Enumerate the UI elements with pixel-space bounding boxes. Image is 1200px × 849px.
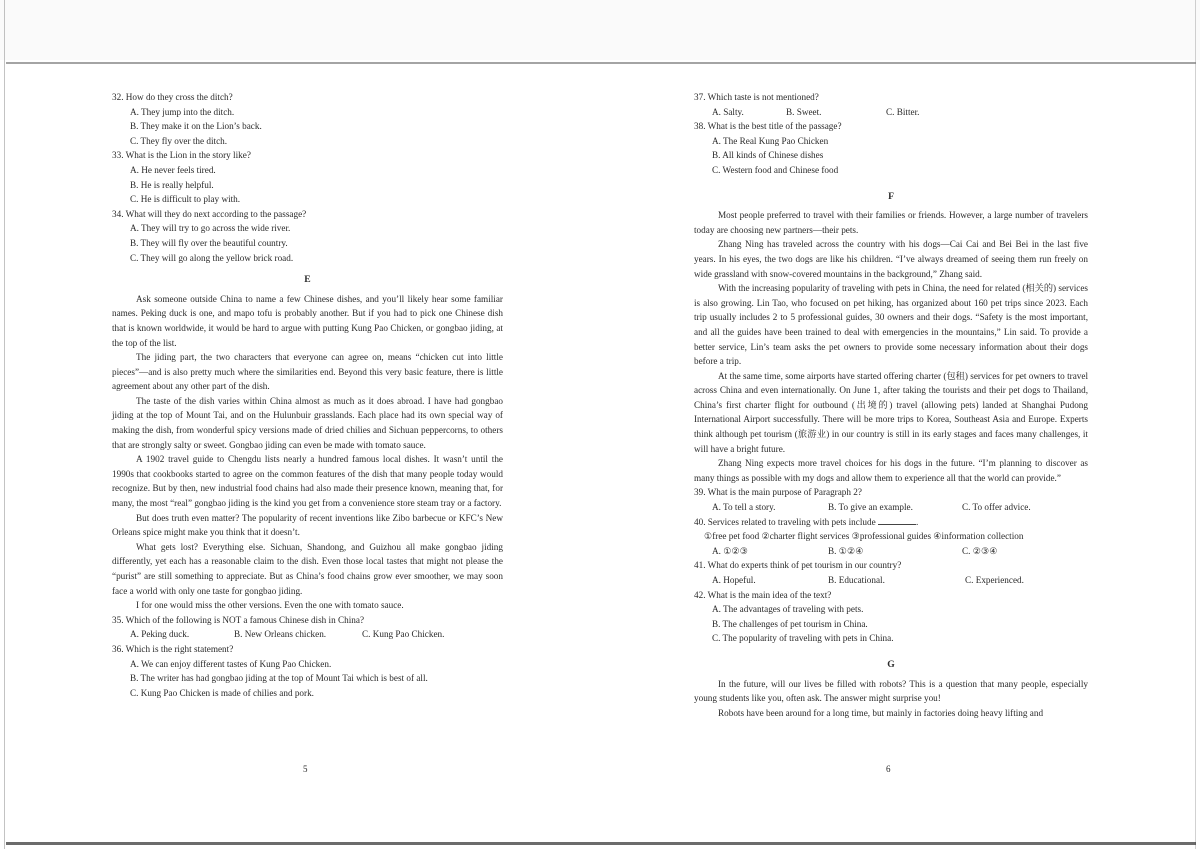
q38-option-b: B. All kinds of Chinese dishes [712, 150, 824, 161]
passage-e-paragraph: A 1902 travel guide to Chengdu lists nearly a hundred famous local dishes. It wasn’t until the 1990s that cookbooks started to agree on the common features of the dish that many people today would recognize. But by then, new industrial food chains had also made their presence known, meaning that, for many, the most “real” gongbao jiding is the kind you get from a convenience store steam tray or a factory. [112, 454, 503, 509]
scan-edge-bottom [6, 842, 1196, 845]
passage-e-paragraph: What gets lost? Everything else. Sichuan, Shandong, and Guizhou all make gongbao jiding differently, yet each has a reasonable claim to the dish. Even those local tastes that might not please the “purist” are still something to appreciate. But as China’s food chains grow ever smoother, we may soon face a world with only one taste for gongbao jiding. [112, 541, 503, 596]
q39-option-b: B. To give an example. [828, 502, 913, 513]
page-number-right: 6 [886, 764, 891, 774]
question-32: 32. How do they cross the ditch? [112, 92, 233, 102]
question-33: 33. What is the Lion in the story like? [112, 150, 251, 161]
q40-stem-end: . [915, 516, 919, 527]
question-39: 39. What is the main purpose of Paragraph 2? [694, 487, 862, 498]
passage-e-paragraph: Ask someone outside China to name a few Chinese dishes, and you’ll likely hear some familiar names. Peking duck is one, and mapo tofu is probably another. But if you had to pick one Chinese dish that is known worldwide, it would be hard to argue with putting Kung Pao Chicken, or gongbao jiding, at the top of the list. [112, 293, 503, 348]
scan-edge-right [1195, 0, 1196, 849]
q42-option-b: B. The challenges of pet tourism in China. [712, 618, 868, 629]
passage-e-paragraph: The jiding part, the two characters that everyone can agree on, means “chicken cut into little pieces”—and is also pretty much where the similarities end. Beyond this very basic feature, there is little agreement about any other part of the dish. [112, 352, 503, 392]
q35-option-a: A. Peking duck. [130, 629, 190, 640]
scan-top-margin [0, 0, 1200, 60]
q34-option-b: B. They will fly over the beautiful country. [130, 237, 288, 248]
q40-items: ①free pet food ②charter flight services ③professional guides ④information collection [704, 531, 1024, 542]
left-page [112, 90, 503, 700]
q40-stem: 40. Services related to traveling with pets include [694, 516, 876, 527]
passage-f-paragraph: At the same time, some airports have started offering charter (包租) services for pet owners to travel across China and even internationally. On June 1, after taking the tourists and their pet dogs to Thailand, China’s first charter flight for outbound (出境的) travel (allowing pets) landed at Shanghai Pudong International Airport successfully. There will be more trips to Korea, Southeast Asia and Europe. Experts think although pet tourism (旅游业) in our country is still in its early stages and faces many challenges, it will have a bright future. [694, 370, 1088, 454]
passage-e-paragraph: But does truth even matter? The popularity of recent inventions like Zibo barbecue or KFC’s New Orleans spice might make you think that it doesn’t. [112, 512, 503, 538]
q39-options [712, 500, 1088, 515]
q32-option-b: B. They make it on the Lion’s back. [130, 121, 262, 132]
scan-edge-top [6, 62, 1196, 64]
q42-option-c: C. The popularity of traveling with pets in China. [712, 633, 894, 644]
passage-e-paragraph: I for one would miss the other versions. Even the one with tomato sauce. [136, 600, 404, 611]
section-heading-g: G [887, 658, 895, 670]
q33-option-c: C. He is difficult to play with. [130, 194, 241, 205]
page-number-left: 5 [303, 764, 308, 774]
right-page [694, 90, 1088, 720]
answer-blank [878, 516, 919, 527]
q32-option-a: A. They jump into the ditch. [130, 106, 235, 117]
q40-option-c: C. ②③④ [962, 545, 998, 556]
q37-option-c: C. Bitter. [886, 106, 920, 117]
q32-option-c: C. They fly over the ditch. [130, 135, 228, 146]
q35-option-b: B. New Orleans chicken. [234, 629, 327, 640]
question-36: 36. Which is the right statement? [112, 643, 234, 654]
q41-option-b: B. Educational. [828, 575, 885, 585]
q37-options [712, 105, 1088, 120]
passage-g-paragraph: Robots have been around for a long time, but mainly in factories doing heavy lifting and [718, 707, 1044, 718]
question-40 [694, 515, 1088, 530]
q34-option-a: A. They will try to go across the wide river. [130, 223, 291, 234]
q38-option-a: A. The Real Kung Pao Chicken [712, 135, 829, 146]
passage-e-paragraph: The taste of the dish varies within China almost as much as it does abroad. I have had gongbao jiding at the top of Mount Tai, and on the Hulunbuir grasslands. Each place had its own special way of making the dish, from wonderful spicy versions made of dried chilies and Sichuan peppercorns, to others that are strongly salty or sweet. Gongbao jiding can even be made with tomato sauce. [112, 395, 503, 450]
passage-f-paragraph: Most people preferred to travel with their families or friends. However, a large number of travelers today are choosing new partners—their pets. [694, 210, 1088, 235]
q40-option-b: B. ①②④ [828, 545, 864, 556]
q39-option-a: A. To tell a story. [712, 502, 776, 513]
q37-option-b: B. Sweet. [786, 106, 822, 117]
q40-option-a: A. ①②③ [712, 545, 748, 556]
section-heading-e: E [304, 274, 311, 286]
passage-g-paragraph: In the future, will our lives be filled with robots? This is a question that many people, especially young students like you, often ask. The answer might surprise you! [694, 678, 1088, 704]
question-34: 34. What will they do next according to the passage? [112, 208, 307, 219]
q34-option-c: C. They will go along the yellow brick road. [130, 252, 294, 263]
q40-options [712, 544, 1088, 559]
passage-f-paragraph: With the increasing popularity of traveling with pets in China, the need for related (相关的) services is also growing. Lin Tao, who focused on pet hiking, has organized about 160 pet trips since 2023. Each trip usually includes 2 to 5 professional guides, 30 owners and their dogs. “Safety is the most important, and all the guides have been trained to deal with emergencies in the mountains,” Lin said. To provide a better service, Lin’s team asks the pet owners to provide some necessary information about their dogs before a trip. [694, 283, 1088, 367]
q33-option-b: B. He is really helpful. [130, 179, 214, 190]
q41-option-c: C. Experienced. [965, 575, 1024, 585]
q41-options [712, 573, 1088, 588]
q41-option-a: A. Hopeful. [712, 575, 756, 585]
question-37: 37. Which taste is not mentioned? [694, 92, 819, 102]
q33-option-a: A. He never feels tired. [130, 164, 216, 175]
q39-option-c: C. To offer advice. [962, 502, 1031, 513]
q36-option-a: A. We can enjoy different tastes of Kung Pao Chicken. [130, 658, 332, 669]
question-38: 38. What is the best title of the passage? [694, 121, 842, 132]
q38-option-c: C. Western food and Chinese food [712, 164, 839, 175]
q42-option-a: A. The advantages of traveling with pets. [712, 604, 864, 615]
q36-option-b: B. The writer has had gongbao jiding at the top of Mount Tai which is best of all. [130, 673, 428, 684]
q35-options [130, 627, 503, 642]
q36-option-c: C. Kung Pao Chicken is made of chilies and pork. [130, 687, 314, 698]
scan-edge-left [4, 0, 5, 849]
question-41: 41. What do experts think of pet tourism in our country? [694, 560, 902, 571]
passage-f-paragraph: Zhang Ning expects more travel choices for his dogs in the future. “I’m planning to discover as many things as possible with my dogs and allow them to experience all that the world can provide.” [694, 458, 1088, 483]
passage-f-paragraph: Zhang Ning has traveled across the country with his dogs—Cai Cai and Bei Bei in the last five years. In his eyes, the two dogs are like his children. “I’ve always dreamed of seeing them run freely on wide grassland with snow-covered mountains in the background,” Zhang said. [694, 239, 1088, 279]
question-35: 35. Which of the following is NOT a famous Chinese dish in China? [112, 614, 365, 625]
q35-option-c: C. Kung Pao Chicken. [362, 629, 445, 640]
section-heading-f: F [888, 190, 894, 202]
question-42: 42. What is the main idea of the text? [694, 589, 832, 600]
q37-option-a: A. Salty. [712, 106, 744, 117]
